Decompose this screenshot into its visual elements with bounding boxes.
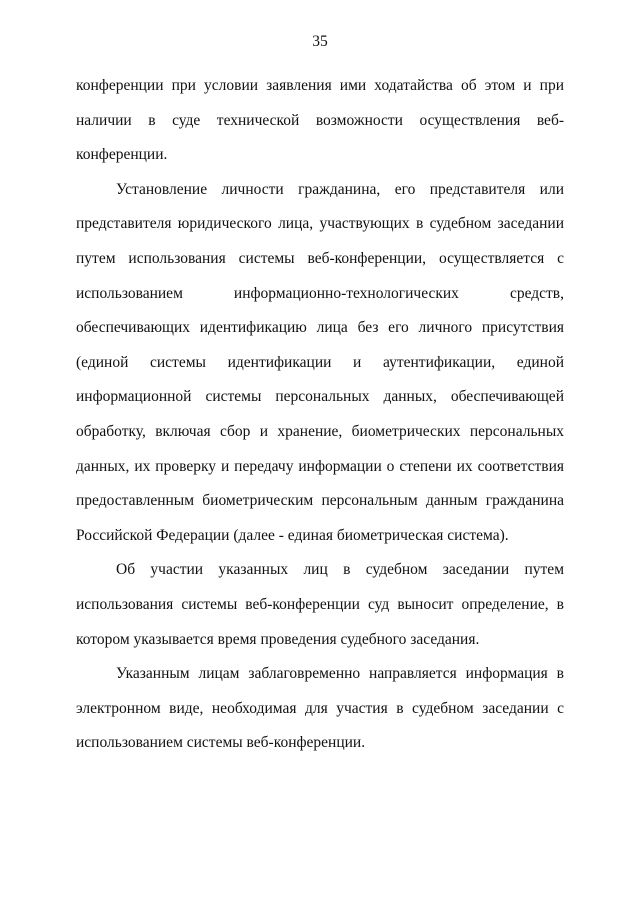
body-text <box>76 69 564 761</box>
paragraph-2: Установление личности гражданина, его представителя или представителя юридического лица, участвующих в судебном заседании путем использования системы веб-конференции, осуществляется с использованием информационно-технологических средств, обеспечивающих идентификацию лица без его личного присутствия (единой системы идентификации и аутентификации, единой информационной системы персональных данных, обеспечивающей обработку, включая сбор и хранение, биометрических персональных данных, их проверку и передачу информации о степени их соответствия предоставленным биометрическим персональным данным гражданина Российской Федерации (далее - единая биометрическая система). <box>76 180 564 544</box>
paragraph-3: Об участии указанных лиц в судебном заседании путем использования системы веб-конференции суд выносит определение, в котором указывается время проведения судебного заседания. <box>76 561 564 648</box>
paragraph-4: Указанным лицам заблаговременно направляется информация в электронном виде, необходимая для участия в судебном заседании с использованием системы веб-конференции. <box>76 665 564 752</box>
paragraph-1: конференции при условии заявления ими ходатайства об этом и при наличии в суде технической возможности осуществления веб-конференции. <box>76 77 564 164</box>
page-number: 35 <box>312 33 328 50</box>
